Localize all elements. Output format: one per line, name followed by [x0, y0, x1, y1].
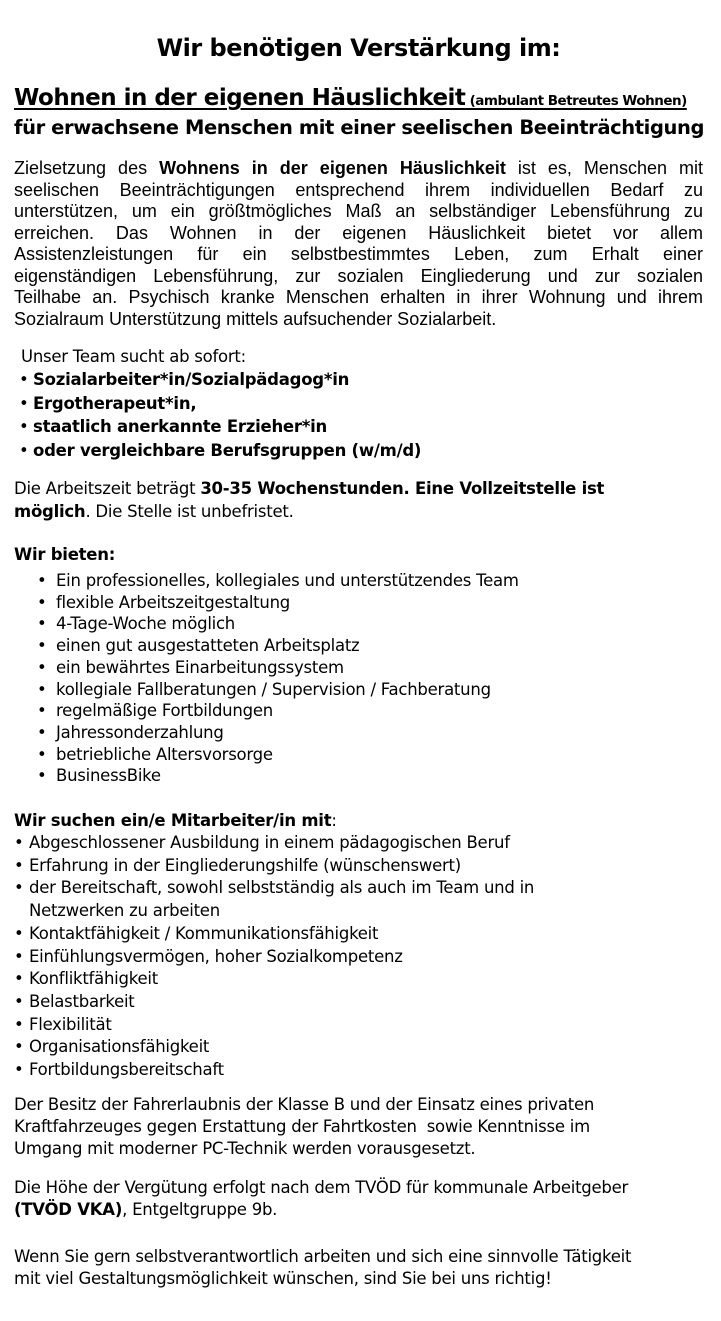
list-item — [14, 832, 703, 855]
team-section — [14, 346, 703, 462]
offer-list — [14, 570, 703, 787]
bullet-icon: • — [19, 370, 29, 389]
bullet-icon: • — [37, 701, 47, 721]
list-item — [14, 946, 703, 969]
intro-line: eigenständigen Lebensführung, zur sozialen Eingliederung und zur sozialen — [14, 265, 703, 286]
list-item-label: Flexibilität — [29, 1014, 112, 1034]
list-item-label: Kontaktfähigkeit / Kommunikationsfähigkeit — [29, 923, 379, 943]
closing-line: mit viel Gestaltungsmöglichkeit wünschen, sind Sie bei uns richtig! — [14, 1269, 552, 1289]
working-hours-paragraph — [14, 478, 703, 523]
list-item — [14, 368, 703, 392]
bullet-icon: • — [19, 417, 29, 436]
list-item-label: Ein professionelles, kollegiales und unterstützendes Team — [56, 571, 519, 590]
job-title-main: Wohnen in der eigenen Häuslichkeit — [14, 85, 466, 111]
profession-list — [14, 368, 703, 462]
list-item — [14, 765, 703, 787]
list-item-label: Ergotherapeut*in, — [33, 393, 197, 413]
job-title-heading — [14, 84, 703, 115]
intro-text: ist es, Menschen mit — [505, 158, 703, 178]
intro-line — [14, 158, 703, 180]
list-item — [14, 570, 703, 592]
working-hours-text: Die Arbeitszeit beträgt — [14, 479, 201, 498]
bullet-icon: • — [37, 592, 47, 612]
intro-paragraph — [14, 158, 703, 330]
salary-text-bold: (TVÖD VKA) — [14, 1200, 123, 1220]
list-item — [14, 613, 703, 635]
list-item-label: Konfliktfähigkeit — [29, 969, 158, 989]
list-item — [14, 635, 703, 657]
intro-line: erreichen. Das Wohnen in der eigenen Häuslichkeit bietet vor allem — [14, 222, 703, 243]
drivers-license-line: Umgang mit moderner PC-Technik werden vorausgesetzt. — [14, 1138, 476, 1158]
list-item — [14, 592, 703, 614]
list-item-label: oder vergleichbare Berufsgruppen (w/m/d) — [33, 440, 422, 460]
list-item — [14, 855, 703, 878]
list-item — [14, 657, 703, 679]
list-item-label — [29, 877, 534, 922]
list-item — [14, 744, 703, 766]
bullet-icon: • — [37, 571, 47, 590]
bullet-icon: • — [14, 969, 24, 989]
list-item-label: kollegiale Fallberatungen / Supervision / Fachberatung — [56, 679, 491, 699]
team-heading: Unser Team sucht ab sofort: — [21, 347, 246, 366]
salary-line: Die Höhe der Vergütung erfolgt nach dem TVÖD für kommunale Arbeitgeber — [14, 1177, 629, 1197]
intro-line: Sozialraum Unterstützung mittels aufsuchender Sozialarbeit. — [14, 308, 497, 329]
offer-section — [14, 544, 703, 787]
list-item — [14, 1036, 703, 1059]
list-item-label: staatlich anerkannte Erzieher*in — [33, 417, 328, 436]
working-hours-text-bold: 30-35 Wochenstunden. Eine Vollzeitstelle ist — [200, 479, 605, 498]
closing-paragraph — [14, 1246, 703, 1291]
list-item — [14, 968, 703, 991]
list-item-line-1: der Bereitschaft, sowohl selbstständig als auch im Team und in — [29, 878, 535, 898]
list-item — [14, 1059, 703, 1082]
requirements-heading-bold: Wir suchen ein/e Mitarbeiter/in mit — [14, 811, 332, 831]
working-hours-line — [14, 478, 703, 501]
bullet-icon: • — [14, 1014, 24, 1034]
salary-line — [14, 1199, 703, 1222]
list-item-label: Fortbildungsbereitschaft — [29, 1060, 224, 1080]
drivers-license-line: Kraftfahrzeuges gegen Erstattung der Fahrtkosten sowie Kenntnisse im — [14, 1116, 590, 1136]
intro-line: Assistenzleistungen für ein selbstbestimmtes Leben, zum Erhalt einer — [14, 244, 703, 264]
list-item-label: flexible Arbeitszeitgestaltung — [56, 592, 291, 612]
list-item — [14, 1014, 703, 1037]
bullet-icon: • — [37, 614, 47, 634]
list-item — [14, 991, 703, 1014]
job-title-annex: (ambulant Betreutes Wohnen) — [465, 93, 687, 109]
list-item-label: Jahressonderzahlung — [56, 722, 224, 742]
list-item-label: ein bewährtes Einarbeitungssystem — [56, 657, 344, 677]
bullet-icon: • — [14, 855, 24, 875]
bullet-icon: • — [19, 393, 29, 413]
bullet-icon: • — [37, 722, 47, 742]
list-item-label: einen gut ausgestatteten Arbeitsplatz — [56, 636, 360, 656]
bullet-icon: • — [14, 833, 24, 853]
bullet-icon: • — [14, 1060, 24, 1080]
list-item — [14, 923, 703, 946]
requirements-heading-colon: : — [331, 811, 337, 831]
salary-paragraph — [14, 1177, 703, 1222]
list-item-label: regelmäßige Fortbildungen — [56, 701, 273, 721]
bullet-icon: • — [14, 1037, 24, 1057]
list-item-line-2: Netzwerken zu arbeiten — [29, 901, 220, 921]
bullet-icon: • — [37, 636, 47, 656]
requirements-list — [14, 832, 703, 1082]
bullet-icon: • — [37, 657, 47, 677]
offer-heading: Wir bieten: — [14, 545, 116, 564]
requirements-heading — [14, 809, 703, 832]
list-item — [14, 415, 703, 439]
list-item-label: BusinessBike — [56, 766, 161, 786]
bullet-icon: • — [14, 946, 24, 966]
bullet-icon: • — [37, 744, 47, 764]
bullet-icon: • — [14, 878, 24, 898]
salary-text: , Entgeltgruppe 9b. — [122, 1200, 278, 1220]
page-title: Wir benötigen Verstärkung im: — [156, 34, 561, 62]
list-item — [14, 700, 703, 722]
intro-text-bold: Wohnens in der eigenen Häuslichkeit — [159, 158, 506, 178]
list-item-label: Einfühlungsvermögen, hoher Sozialkompetenz — [29, 946, 403, 966]
bullet-icon: • — [14, 991, 24, 1011]
bullet-icon: • — [14, 923, 24, 943]
bullet-icon: • — [19, 440, 29, 460]
intro-line: unterstützen, um ein größtmögliches Maß an selbständiger Lebensführung zu — [14, 201, 703, 221]
intro-text: Zielsetzung des — [14, 158, 160, 178]
working-hours-line — [14, 501, 703, 524]
intro-line: Teilhabe an. Psychisch kranke Menschen erhalten in ihrer Wohnung und ihrem — [14, 287, 703, 307]
closing-line: Wenn Sie gern selbstverantwortlich arbeiten und sich eine sinnvolle Tätigkeit — [14, 1246, 632, 1266]
working-hours-text: . Die Stelle ist unbefristet. — [85, 501, 294, 521]
requirements-section — [14, 809, 703, 1082]
list-item-label: Abgeschlossener Ausbildung in einem pädagogischen Beruf — [29, 833, 510, 853]
list-item — [14, 877, 703, 922]
list-item-label: Organisationsfähigkeit — [29, 1037, 210, 1057]
list-item — [14, 679, 703, 701]
list-item — [14, 392, 703, 416]
list-item-label: Sozialarbeiter*in/Sozialpädagog*in — [33, 370, 350, 389]
job-title-subtitle: für erwachsene Menschen mit einer seelischen Beeinträchtigung — [14, 116, 705, 139]
bullet-icon: • — [37, 679, 47, 699]
list-item-label: Erfahrung in der Eingliederungshilfe (wünschenswert) — [29, 855, 461, 875]
drivers-license-line: Der Besitz der Fahrerlaubnis der Klasse B und der Einsatz eines privaten — [14, 1094, 595, 1114]
list-item — [14, 439, 703, 463]
bullet-icon: • — [37, 766, 47, 786]
intro-line: seelischen Beeinträchtigungen entsprechend ihrem individuellen Bedarf zu — [14, 179, 703, 200]
list-item-label: betriebliche Altersvorsorge — [56, 744, 273, 764]
working-hours-text-bold: möglich — [14, 501, 86, 521]
drivers-license-paragraph — [14, 1094, 703, 1160]
list-item — [14, 722, 703, 744]
list-item-label: Belastbarkeit — [29, 991, 135, 1011]
list-item-label: 4-Tage-Woche möglich — [56, 614, 236, 634]
